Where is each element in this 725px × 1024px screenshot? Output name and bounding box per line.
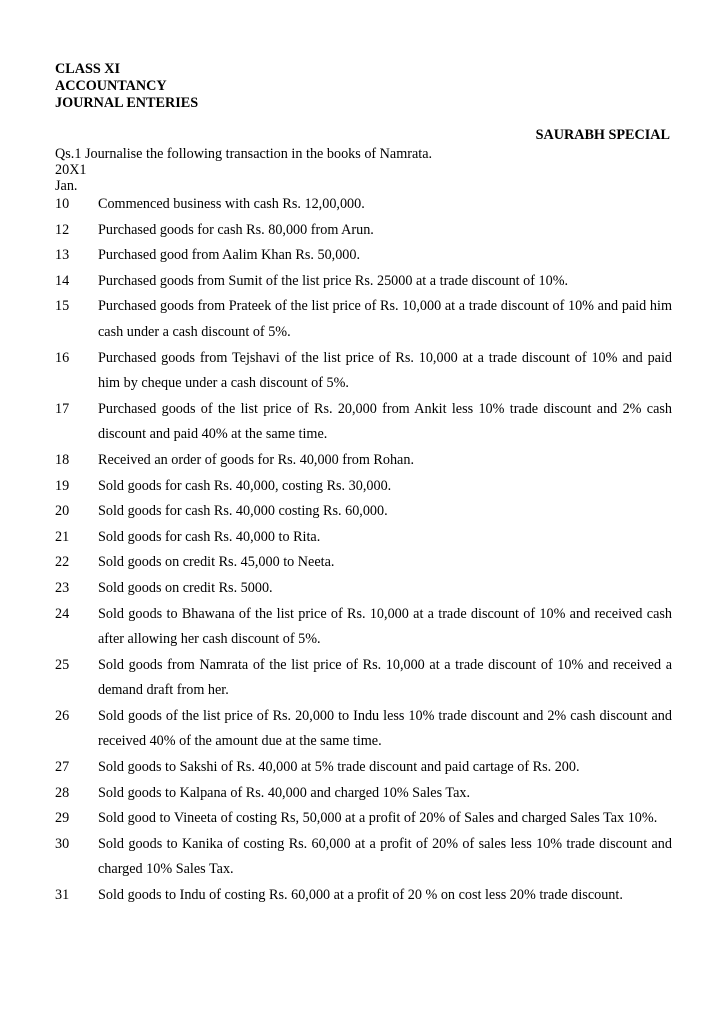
- transaction-day: 13: [55, 247, 70, 264]
- transaction-row: [55, 832, 672, 883]
- author-label: SAURABH SPECIAL: [535, 127, 670, 143]
- transaction-row: [55, 806, 672, 832]
- class-title: CLASS XI: [55, 61, 121, 77]
- transaction-text: Sold goods for cash Rs. 40,000 to Rita.: [98, 528, 321, 545]
- transaction-row: [55, 448, 672, 474]
- question-intro: [55, 146, 432, 194]
- transaction-day: 12: [55, 221, 70, 238]
- transaction-text: Commenced business with cash Rs. 12,00,000.: [98, 196, 365, 212]
- transaction-text: Sold goods of the list price of Rs. 20,000 to Indu less 10% trade discount and 2% cash discount and received 40% of the amount due at the same time.: [98, 707, 672, 750]
- transaction-row: [55, 550, 672, 576]
- transaction-day: 26: [55, 707, 70, 724]
- transaction-row: [55, 218, 672, 244]
- transaction-day: 15: [55, 298, 70, 315]
- transaction-text: Sold goods to Kalpana of Rs. 40,000 and charged 10% Sales Tax.: [98, 784, 471, 801]
- transaction-row: [55, 883, 672, 909]
- transaction-day: 23: [55, 579, 70, 596]
- transaction-row: [55, 653, 672, 704]
- question-prompt: Qs.1 Journalise the following transaction in the books of Namrata.: [55, 146, 433, 162]
- transaction-day: 20: [55, 503, 70, 520]
- transaction-text: Sold goods for cash Rs. 40,000, costing Rs. 30,000.: [98, 477, 392, 494]
- question-year: 20X1: [55, 162, 87, 178]
- transaction-day: 17: [55, 400, 70, 417]
- transaction-row: [55, 192, 672, 218]
- transaction-text: Sold goods to Kanika of costing Rs. 60,000 at a profit of 20% of sales less 10% trade discount and charged 10% Sales Tax.: [98, 835, 672, 878]
- transaction-text: Sold goods to Bhawana of the list price of Rs. 10,000 at a trade discount of 10% and received cash after allowing her cash discount of 5%.: [98, 605, 672, 648]
- transaction-row: [55, 499, 672, 525]
- transaction-text: Purchased good from Aalim Khan Rs. 50,000.: [98, 247, 361, 264]
- transaction-day: 30: [55, 835, 70, 852]
- transaction-day: 31: [55, 887, 70, 904]
- transaction-row: [55, 294, 672, 345]
- transaction-row: [55, 397, 672, 448]
- transaction-text: Sold goods on credit Rs. 45,000 to Neeta.: [98, 554, 335, 571]
- topic-title: JOURNAL ENTERIES: [55, 95, 199, 111]
- transaction-day: 22: [55, 554, 70, 571]
- transaction-text: Sold good to Vineeta of costing Rs, 50,000 at a profit of 20% of Sales and charged Sales Tax 10%.: [98, 810, 658, 827]
- transaction-text: Purchased goods for cash Rs. 80,000 from Arun.: [98, 221, 374, 238]
- subject-title: ACCOUNTANCY: [55, 78, 167, 94]
- transaction-day: 27: [55, 759, 70, 776]
- transaction-row: [55, 346, 672, 397]
- transaction-text: Sold goods to Indu of costing Rs. 60,000 at a profit of 20 % on cost less 20% trade discount.: [98, 887, 623, 904]
- transaction-row: [55, 474, 672, 500]
- transaction-text: Received an order of goods for Rs. 40,000 from Rohan.: [98, 451, 414, 468]
- transaction-row: [55, 269, 672, 295]
- transaction-day: 24: [55, 605, 70, 622]
- transaction-day: 21: [55, 528, 70, 545]
- transaction-row: [55, 602, 672, 653]
- transaction-text: Purchased goods of the list price of Rs. 20,000 from Ankit less 10% trade discount and 2% cash discount and paid 40% at the same time.: [98, 400, 672, 443]
- transaction-row: [55, 704, 672, 755]
- transaction-day: 19: [55, 477, 70, 494]
- transaction-text: Sold goods from Namrata of the list price of Rs. 10,000 at a trade discount of 10% and received a demand draft from her.: [98, 656, 672, 699]
- transaction-list: [55, 192, 672, 909]
- transaction-day: 10: [55, 196, 70, 212]
- transaction-row: [55, 525, 672, 551]
- transaction-text: Sold goods to Sakshi of Rs. 40,000 at 5% trade discount and paid cartage of Rs. 200.: [98, 759, 580, 776]
- question-month: Jan.: [55, 178, 78, 194]
- transaction-day: 14: [55, 272, 70, 289]
- transaction-row: [55, 243, 672, 269]
- transaction-text: Sold goods on credit Rs. 5000.: [98, 579, 273, 596]
- transaction-day: 16: [55, 349, 70, 366]
- transaction-text: Purchased goods from Tejshavi of the list price of Rs. 10,000 at a trade discount of 10% and paid him by cheque under a cash discount of 5%.: [98, 349, 672, 392]
- transaction-text: Purchased goods from Sumit of the list price Rs. 25000 at a trade discount of 10%.: [98, 272, 569, 289]
- transaction-day: 29: [55, 810, 70, 827]
- transaction-day: 28: [55, 784, 70, 801]
- transaction-day: 18: [55, 451, 70, 468]
- transaction-row: [55, 576, 672, 602]
- document-header: [55, 61, 198, 112]
- transaction-row: [55, 755, 672, 781]
- transaction-row: [55, 781, 672, 807]
- transaction-day: 25: [55, 656, 70, 673]
- transaction-text: Sold goods for cash Rs. 40,000 costing Rs. 60,000.: [98, 503, 388, 520]
- transaction-text: Purchased goods from Prateek of the list price of Rs. 10,000 at a trade discount of 10% and paid him cash under a cash discount of 5%.: [98, 298, 672, 340]
